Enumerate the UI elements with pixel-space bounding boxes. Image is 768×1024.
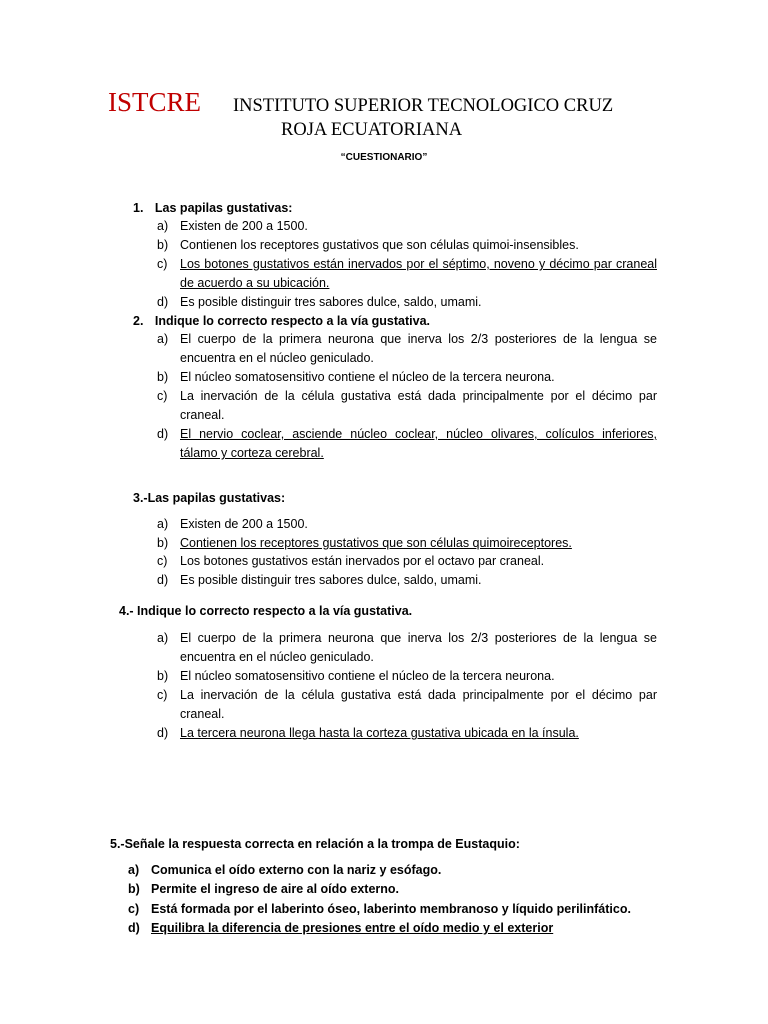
question-number: 1. (133, 201, 144, 215)
q4-option-d: d) La tercera neurona llega hasta la corteza gustativa ubicada en la ínsula. (157, 726, 579, 740)
institute-name-line1: INSTITUTO SUPERIOR TECNOLOGICO CRUZ (233, 96, 614, 116)
q1-option-a: a) Existen de 200 a 1500. (157, 219, 308, 233)
q5-option-b: b) Permite el ingreso de aire al oído externo. (128, 882, 399, 896)
q1-option-b: b) Contienen los receptores gustativos que son células quimoi-insensibles. (157, 238, 579, 252)
question-2 (133, 312, 430, 330)
question-text: Las papilas gustativas: (154, 201, 293, 215)
q5-option-c: c) Está formada por el laberinto óseo, laberinto membranoso y líquido perilinfático. (128, 902, 631, 916)
q2-option-c: c) La inervación de la célula gustativa está dada principalmente por el décimo par craneal. (157, 389, 657, 422)
q3-option-a: a) Existen de 200 a 1500. (157, 517, 308, 531)
q1-option-d: d) Es posible distinguir tres sabores dulce, saldo, umami. (157, 295, 482, 309)
q2-option-b: b) El núcleo somatosensitivo contiene el núcleo de la tercera neurona. (157, 370, 555, 384)
q5-option-a: a) Comunica el oído externo con la nariz y esófago. (128, 863, 442, 877)
question-number: 2. (133, 314, 144, 328)
q3-option-d: d) Es posible distinguir tres sabores dulce, saldo, umami. (157, 573, 482, 587)
question-text: Indique lo correcto respecto a la vía gustativa. (154, 314, 431, 328)
q2-option-a: a) El cuerpo de la primera neurona que inerva los 2/3 posteriores de la lengua se encuentra en el núcleo geniculado. (157, 332, 657, 365)
question-3: 3.-Las papilas gustativas: (133, 491, 286, 505)
q5-option-d: d) Equilibra la diferencia de presiones entre el oído medio y el exterior (128, 921, 554, 935)
q1-option-c: c) Los botones gustativos están inervados por el séptimo, noveno y décimo par craneal de acuerdo a su ubicación. (157, 257, 657, 290)
institute-name-line2: ROJA ECUATORIANA (281, 120, 463, 140)
question-1 (133, 199, 292, 217)
q3-option-b: b) Contienen los receptores gustativos que son células quimoireceptores. (157, 536, 572, 550)
q3-option-c: c) Los botones gustativos están inervados por el octavo par craneal. (157, 554, 545, 568)
question-5: 5.-Señale la respuesta correcta en relación a la trompa de Eustaquio: (110, 837, 520, 851)
q4-option-a: a) El cuerpo de la primera neurona que inerva los 2/3 posteriores de la lengua se encuentra en el núcleo geniculado. (157, 631, 657, 664)
q2-option-d: d) El nervio coclear, asciende núcleo coclear, núcleo olivares, colículos inferiores, tálamo y corteza cerebral. (157, 427, 657, 460)
brand-logo-text: ISTCRE (108, 87, 202, 117)
q4-option-b: b) El núcleo somatosensitivo contiene el núcleo de la tercera neurona. (157, 669, 555, 683)
document-title: “CUESTIONARIO” (340, 152, 428, 163)
question-4: 4.- Indique lo correcto respecto a la vía gustativa. (119, 604, 413, 618)
q4-option-c: c) La inervación de la célula gustativa está dada principalmente por el décimo par craneal. (157, 688, 657, 721)
